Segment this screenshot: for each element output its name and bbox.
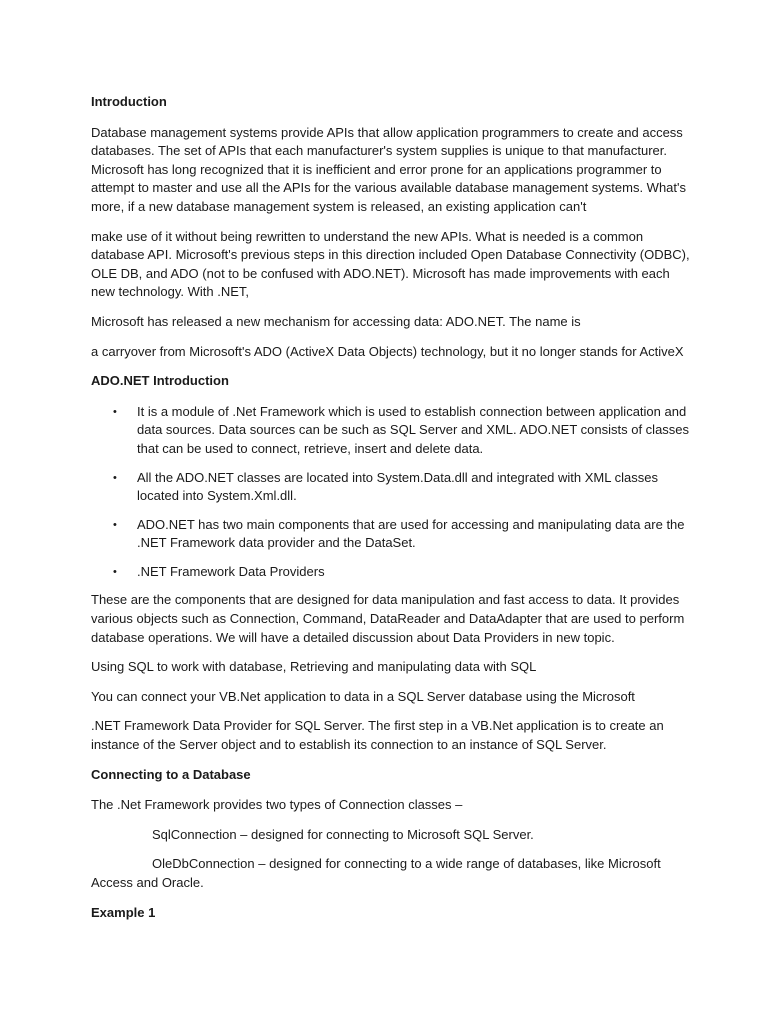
ado-heading: ADO.NET Introduction [91, 373, 229, 389]
intro-paragraph-4: a carryover from Microsoft's ADO (ActiveX Data Objects) technology, but it no longer stands for ActiveX [91, 343, 684, 359]
bullet-text: All the ADO.NET classes are located into System.Data.dll and integrated with XML classes located into System.Xml.dll. [137, 469, 658, 504]
intro-heading: Introduction [91, 94, 167, 109]
intro-paragraph-2: make use of it without being rewritten to understand the new APIs. What is needed is a common database API. Microsoft's previous steps in this direction included Open Database Connectivity (ODBC), OLE DB, and ADO (not to be confused with ADO.NET). Microsoft has made improvements with each new technology. With .NET, [91, 228, 690, 300]
ado-bullet-list [91, 403, 691, 582]
connect-heading: Connecting to a Database [91, 766, 251, 782]
providers-paragraph: These are the components that are designed for data manipulation and fast access to data. It provides various objects such as Connection, Command, DataReader and DataAdapter that are used to perform database operations. We will have a detailed discussion about Data Providers in new topic. [91, 592, 685, 645]
sql-paragraph-1: Using SQL to work with database, Retrieving and manipulating data with SQL [91, 659, 537, 675]
bullet-icon: • [113, 471, 117, 484]
list-item [91, 563, 691, 582]
sql-paragraph-2: You can connect your VB.Net application to data in a SQL Server database using the Microsoft [91, 688, 635, 704]
intro-paragraph-1: Database management systems provide APIs that allow application programmers to create and access databases. The set of APIs that each manufacturer's system supplies is unique to that manufacturer. Microsoft has long recognized that it is inefficient and error prone for an applications programmer to attempt to master and use all the APIs for the various available database management systems. What's more, if a new database management system is released, an existing application can't [91, 124, 687, 214]
document-page [91, 93, 691, 934]
intro-paragraph-3: Microsoft has released a new mechanism for accessing data: ADO.NET. The name is [91, 313, 581, 329]
connect-paragraph-2: SqlConnection – designed for connecting to Microsoft SQL Server. [152, 826, 534, 842]
example-heading: Example 1 [91, 904, 156, 920]
bullet-text: ADO.NET has two main components that are used for accessing and manipulating data are the .NET Framework data provider and the DataSet. [137, 516, 685, 551]
bullet-text: .NET Framework Data Providers [137, 563, 325, 579]
list-item [91, 469, 691, 506]
bullet-text: It is a module of .Net Framework which is used to establish connection between application and data sources. Data sources can be such as SQL Server and XML. ADO.NET consists of classes that can be used to connect, retrieve, insert and delete data. [137, 403, 690, 456]
list-item [91, 403, 691, 459]
bullet-icon: • [113, 518, 117, 531]
sql-paragraph-3: .NET Framework Data Provider for SQL Server. The first step in a VB.Net application is to create an instance of the Server object and to establish its connection to an instance of SQL Server. [91, 718, 664, 753]
bullet-icon: • [113, 565, 117, 578]
bullet-icon: • [113, 405, 117, 418]
connect-paragraph-1: The .Net Framework provides two types of Connection classes – [91, 797, 463, 813]
connect-paragraph-3: OleDbConnection – designed for connecting to a wide range of databases, like Microsoft Access and Oracle. [91, 856, 661, 890]
list-item [91, 516, 691, 553]
